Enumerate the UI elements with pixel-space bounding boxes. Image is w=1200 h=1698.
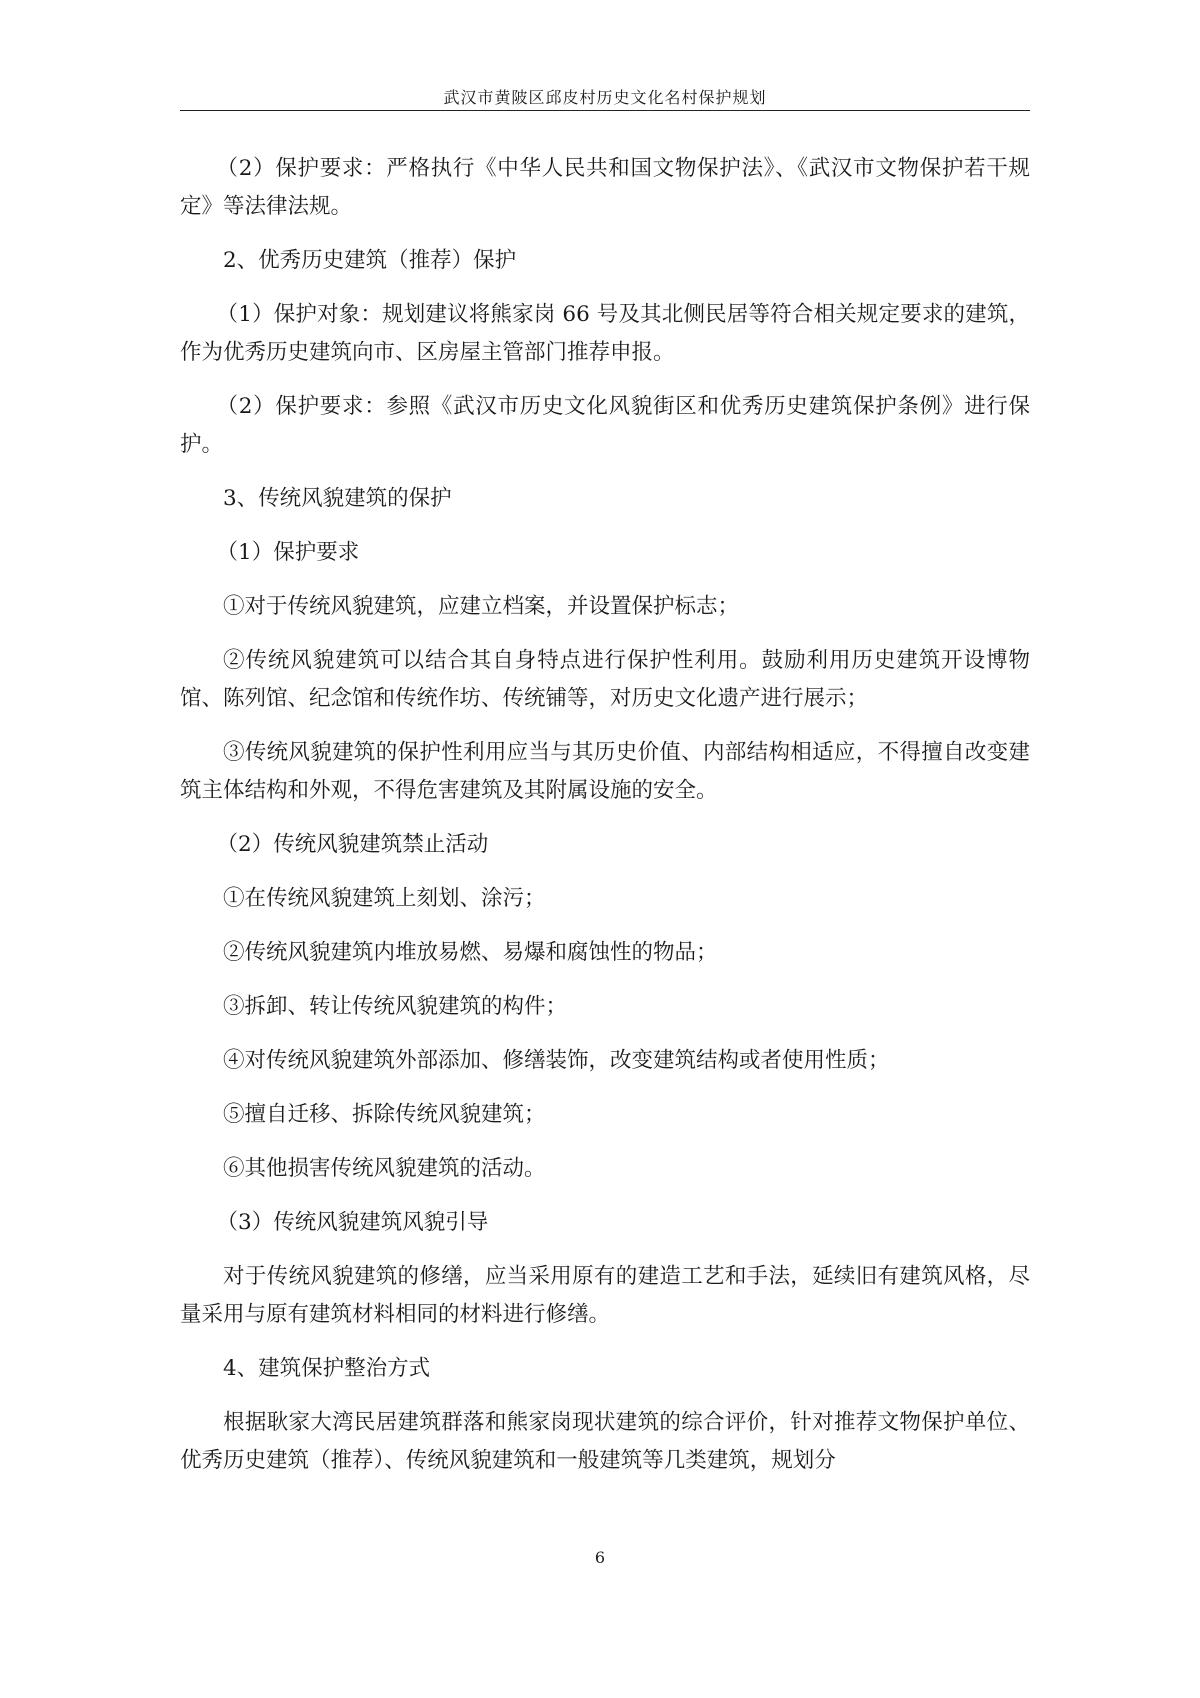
list-item: ②传统风貌建筑可以结合其自身特点进行保护性利用。鼓励利用历史建筑开设博物馆、陈列馆、纪念馆和传统作坊、传统铺等，对历史文化遗产进行展示；: [180, 648, 1030, 711]
list-item: ④对传统风貌建筑外部添加、修缮装饰，改变建筑结构或者使用性质；: [223, 1048, 890, 1073]
list-item: ①在传统风貌建筑上刻划、涂污；: [223, 886, 546, 911]
paragraph: （2）保护要求：严格执行《中华人民共和国文物保护法》、《武汉市文物保护若干规定》等法律法规。: [180, 156, 1030, 219]
document-body: [180, 150, 1030, 1496]
list-item: ③拆卸、转让传统风貌建筑的构件；: [223, 994, 568, 1019]
list-item: ②传统风貌建筑内堆放易燃、易爆和腐蚀性的物品；: [223, 940, 718, 965]
subsection-heading: （1）保护要求: [216, 540, 360, 565]
paragraph: 根据耿家大湾民居建筑群落和熊家岗现状建筑的综合评价，针对推荐文物保护单位、优秀历史建筑（推荐）、传统风貌建筑和一般建筑等几类建筑，规划分: [180, 1410, 1030, 1473]
subsection-heading: （3）传统风貌建筑风貌引导: [216, 1210, 489, 1235]
section-heading: 2、优秀历史建筑（推荐）保护: [223, 248, 517, 273]
subsection-heading: （2）传统风貌建筑禁止活动: [216, 832, 489, 857]
paragraph: 对于传统风貌建筑的修缮，应当采用原有的建造工艺和手法，延续旧有建筑风格，尽量采用与原有建筑材料相同的材料进行修缮。: [180, 1264, 1030, 1327]
page-number: 6: [594, 1548, 606, 1567]
list-item: ⑥其他损害传统风貌建筑的活动。: [223, 1156, 546, 1181]
section-heading: 4、建筑保护整治方式: [223, 1356, 431, 1381]
list-item: ③传统风貌建筑的保护性利用应当与其历史价值、内部结构相适应，不得擅自改变建筑主体结构和外观，不得危害建筑及其附属设施的安全。: [180, 740, 1030, 803]
paragraph: （1）保护对象：规划建议将熊家岗 66 号及其北侧民居等符合相关规定要求的建筑，作为优秀历史建筑向市、区房屋主管部门推荐申报。: [180, 302, 1030, 365]
header-divider: [180, 110, 1030, 111]
paragraph: （2）保护要求：参照《武汉市历史文化风貌街区和优秀历史建筑保护条例》进行保护。: [180, 394, 1030, 457]
list-item: ⑤擅自迁移、拆除传统风貌建筑；: [223, 1102, 546, 1127]
section-heading: 3、传统风貌建筑的保护: [223, 486, 452, 511]
list-item: ①对于传统风貌建筑，应建立档案，并设置保护标志；: [223, 594, 740, 619]
page-header-title: 武汉市黄陂区邱皮村历史文化名村保护规划: [443, 88, 767, 107]
